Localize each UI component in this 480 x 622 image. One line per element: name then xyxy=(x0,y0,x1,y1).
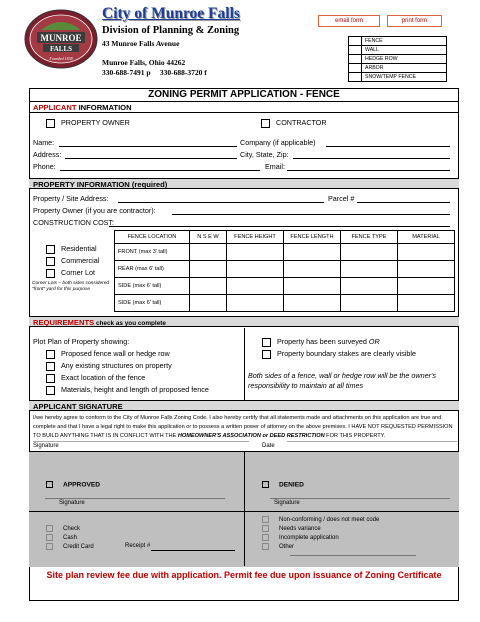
requirements-divider xyxy=(244,328,245,400)
req-item-2[interactable]: Any existing structures on property xyxy=(46,361,172,371)
applicant-heading: APPLICANT INFORMATION xyxy=(29,102,459,113)
division-title: Division of Planning & Zoning xyxy=(102,25,240,36)
cell[interactable] xyxy=(190,244,227,261)
surveyed-item[interactable]: Property has been surveyed OR xyxy=(262,337,380,347)
fence-type-checklist xyxy=(348,36,447,82)
svg-text:MUNROE: MUNROE xyxy=(40,33,82,43)
cell[interactable] xyxy=(341,244,398,261)
address-label: Address: xyxy=(33,150,62,159)
phone-label: Phone: xyxy=(33,162,56,171)
denial-checkbox[interactable] xyxy=(262,516,269,523)
company-label: Company (if applicable) xyxy=(240,138,316,147)
table-row xyxy=(115,295,455,312)
phone-field[interactable] xyxy=(60,170,260,171)
construction-cost-field[interactable] xyxy=(109,226,450,227)
zoning-residential[interactable]: Residential xyxy=(46,244,97,254)
denied-checkbox[interactable] xyxy=(262,481,269,488)
form-title: ZONING PERMIT APPLICATION - FENCE xyxy=(29,88,459,102)
fee-notice: Site plan review fee due with application. Permit fee due upon issuance of Zoning Certificate xyxy=(46,570,442,580)
col-header: FENCE LOCATION xyxy=(115,231,190,244)
city-state-zip-label: City, State, Zip: xyxy=(240,150,289,159)
email-form-button[interactable]: email form xyxy=(318,15,380,27)
denial-reason-1[interactable]: Non-conforming / does not meet code xyxy=(262,516,379,523)
req-checkbox[interactable] xyxy=(46,350,55,359)
checklist-item[interactable]: HEDGE ROW xyxy=(349,55,446,64)
cell[interactable] xyxy=(190,278,227,295)
other-reason-field[interactable] xyxy=(290,555,416,556)
cell[interactable] xyxy=(284,295,341,312)
corner-lot-note: Corner Lots – both sides considered "front" yard for this purpose xyxy=(32,281,110,292)
col-header: MATERIAL xyxy=(398,231,455,244)
construction-cost-label: CONSTRUCTION COST: xyxy=(33,218,115,227)
city-seal-logo xyxy=(23,8,99,70)
cell[interactable] xyxy=(190,295,227,312)
address-line-1: 43 Munroe Falls Avenue xyxy=(102,39,180,48)
req-checkbox[interactable] xyxy=(46,386,55,395)
approved-option[interactable]: APPROVED xyxy=(46,481,100,488)
print-form-button[interactable]: print form xyxy=(387,15,442,27)
cell[interactable] xyxy=(341,295,398,312)
phone-fax-line: 330-688-7491 p 330-688-3720 f xyxy=(102,68,207,77)
city-state-zip-field[interactable] xyxy=(293,158,450,159)
col-header: N S E W xyxy=(190,231,227,244)
approved-checkbox[interactable] xyxy=(46,481,53,488)
maintenance-note: Both sides of a fence, wall or hedge row will be the owner's responsibility to maintain at all times xyxy=(248,371,436,390)
name-field[interactable] xyxy=(59,146,237,147)
address-field[interactable] xyxy=(65,158,237,159)
cell[interactable] xyxy=(227,261,284,278)
contractor-option[interactable]: CONTRACTOR xyxy=(261,118,327,128)
denial-reason-3[interactable]: Incomplete application xyxy=(262,534,339,541)
table-row xyxy=(115,244,455,261)
email-label: Email: xyxy=(265,162,285,171)
cell[interactable] xyxy=(284,244,341,261)
check-checkbox[interactable] xyxy=(46,525,53,532)
date-field[interactable] xyxy=(287,441,457,442)
cell[interactable] xyxy=(398,295,455,312)
cell[interactable] xyxy=(284,278,341,295)
payment-cash[interactable]: Cash xyxy=(46,534,77,541)
fence-table xyxy=(114,230,455,312)
contractor-checkbox[interactable] xyxy=(261,119,270,128)
cell[interactable] xyxy=(227,244,284,261)
date-label: Date xyxy=(262,443,275,449)
parcel-field[interactable] xyxy=(357,202,450,203)
checklist-item[interactable]: SNOW/TEMP FENCE xyxy=(349,73,446,81)
cash-checkbox[interactable] xyxy=(46,534,53,541)
cell[interactable] xyxy=(227,278,284,295)
approved-signature-field[interactable] xyxy=(45,498,225,499)
row-label: SIDE (max 6' tall) xyxy=(115,295,190,312)
cell[interactable] xyxy=(398,244,455,261)
property-heading: PROPERTY INFORMATION (required) xyxy=(29,178,459,189)
table-row xyxy=(115,261,455,278)
corner-lot-checkbox[interactable] xyxy=(46,269,55,278)
cell[interactable] xyxy=(398,278,455,295)
checklist-item[interactable]: WALL xyxy=(349,46,446,55)
row-label: REAR (max 6' tall) xyxy=(115,261,190,278)
checklist-item[interactable]: FENCE xyxy=(349,37,446,46)
col-header: FENCE TYPE xyxy=(341,231,398,244)
cell[interactable] xyxy=(398,261,455,278)
row-label: SIDE (max 6' tall) xyxy=(115,278,190,295)
req-checkbox[interactable] xyxy=(46,362,55,371)
stakes-item[interactable]: Property boundary stakes are clearly visible xyxy=(262,349,416,359)
city-title: City of Munroe Falls xyxy=(102,5,240,22)
residential-checkbox[interactable] xyxy=(46,245,55,254)
denied-option[interactable]: DENIED xyxy=(262,481,304,488)
col-header: FENCE HEIGHT xyxy=(227,231,284,244)
denied-signature-field[interactable] xyxy=(270,498,450,499)
cell[interactable] xyxy=(284,261,341,278)
req-checkbox[interactable] xyxy=(46,374,55,383)
denied-signature-label: Signature xyxy=(274,500,300,506)
company-field[interactable] xyxy=(326,146,450,147)
requirements-heading: REQUIREMENTS check as you complete xyxy=(29,316,459,327)
credit-card-checkbox[interactable] xyxy=(46,543,53,550)
svg-text:FALLS: FALLS xyxy=(49,45,73,53)
denial-reason-2[interactable]: Needs variance xyxy=(262,525,321,532)
email-field[interactable] xyxy=(287,170,450,171)
denial-checkbox[interactable] xyxy=(262,525,269,532)
stakes-checkbox[interactable] xyxy=(262,350,271,359)
svg-text:Founded 1838: Founded 1838 xyxy=(49,56,73,61)
approved-signature-label: Signature xyxy=(59,500,85,506)
receipt-field[interactable] xyxy=(151,550,235,551)
receipt-label: Receipt # xyxy=(125,543,151,549)
signature-label: Signature xyxy=(33,443,59,449)
address-line-2: Munroe Falls, Ohio 44262 xyxy=(102,58,186,67)
cell[interactable] xyxy=(341,261,398,278)
certification-text: I/we hereby agree to conform to the City of Munroe Falls Zoning Code. I also hereby certify that all statements made and attachments on this application are true and complete and that I have a legal right to make this application or to possess a written power of attorney on the above premises. I HAVE NOT REQUESTED PERMISSION TO BUILD ANYTHING THAT IS IN CONFLICT WITH THE HOMEOWNER'S ASSOCIATION or DEED RESTRICTION FOR THIS PROPERTY. xyxy=(33,415,453,440)
checklist-item[interactable]: ARBOR xyxy=(349,64,446,73)
req-item-4[interactable]: Materials, height and length of proposed fence xyxy=(46,385,209,395)
req-item-3[interactable]: Exact location of the fence xyxy=(46,373,145,383)
property-owner-option[interactable]: PROPERTY OWNER xyxy=(46,118,130,128)
signature-field[interactable] xyxy=(33,441,249,442)
cell[interactable] xyxy=(227,295,284,312)
cell[interactable] xyxy=(190,261,227,278)
cell[interactable] xyxy=(341,278,398,295)
col-header: FENCE LENGTH xyxy=(284,231,341,244)
payment-check[interactable]: Check xyxy=(46,525,80,532)
commercial-checkbox[interactable] xyxy=(46,257,55,266)
table-row xyxy=(115,278,455,295)
row-label: FRONT (max 3' tall) xyxy=(115,244,190,261)
property-owner-field[interactable] xyxy=(172,214,450,215)
site-address-field[interactable] xyxy=(118,202,324,203)
parcel-label: Parcel # xyxy=(328,194,355,203)
site-address-label: Property / Site Address: xyxy=(33,194,109,203)
name-label: Name: xyxy=(33,138,55,147)
zoning-commercial[interactable]: Commercial xyxy=(46,256,99,266)
denial-checkbox[interactable] xyxy=(262,543,269,550)
req-item-1[interactable]: Proposed fence wall or hedge row xyxy=(46,349,170,359)
office-mid-rule xyxy=(29,511,459,512)
surveyed-checkbox[interactable] xyxy=(262,338,271,347)
property-owner-label: Property Owner (if you are contractor): xyxy=(33,206,156,215)
denial-checkbox[interactable] xyxy=(262,534,269,541)
denial-reason-4[interactable]: Other xyxy=(262,543,294,550)
office-divider xyxy=(244,451,245,566)
zoning-corner-lot[interactable]: Corner Lot xyxy=(46,268,95,278)
property-owner-checkbox[interactable] xyxy=(46,119,55,128)
payment-credit-card[interactable]: Credit Card xyxy=(46,543,94,550)
plot-plan-label: Plot Plan of Property showing: xyxy=(33,337,130,346)
signature-heading: APPLICANT SIGNATURE xyxy=(29,400,459,411)
